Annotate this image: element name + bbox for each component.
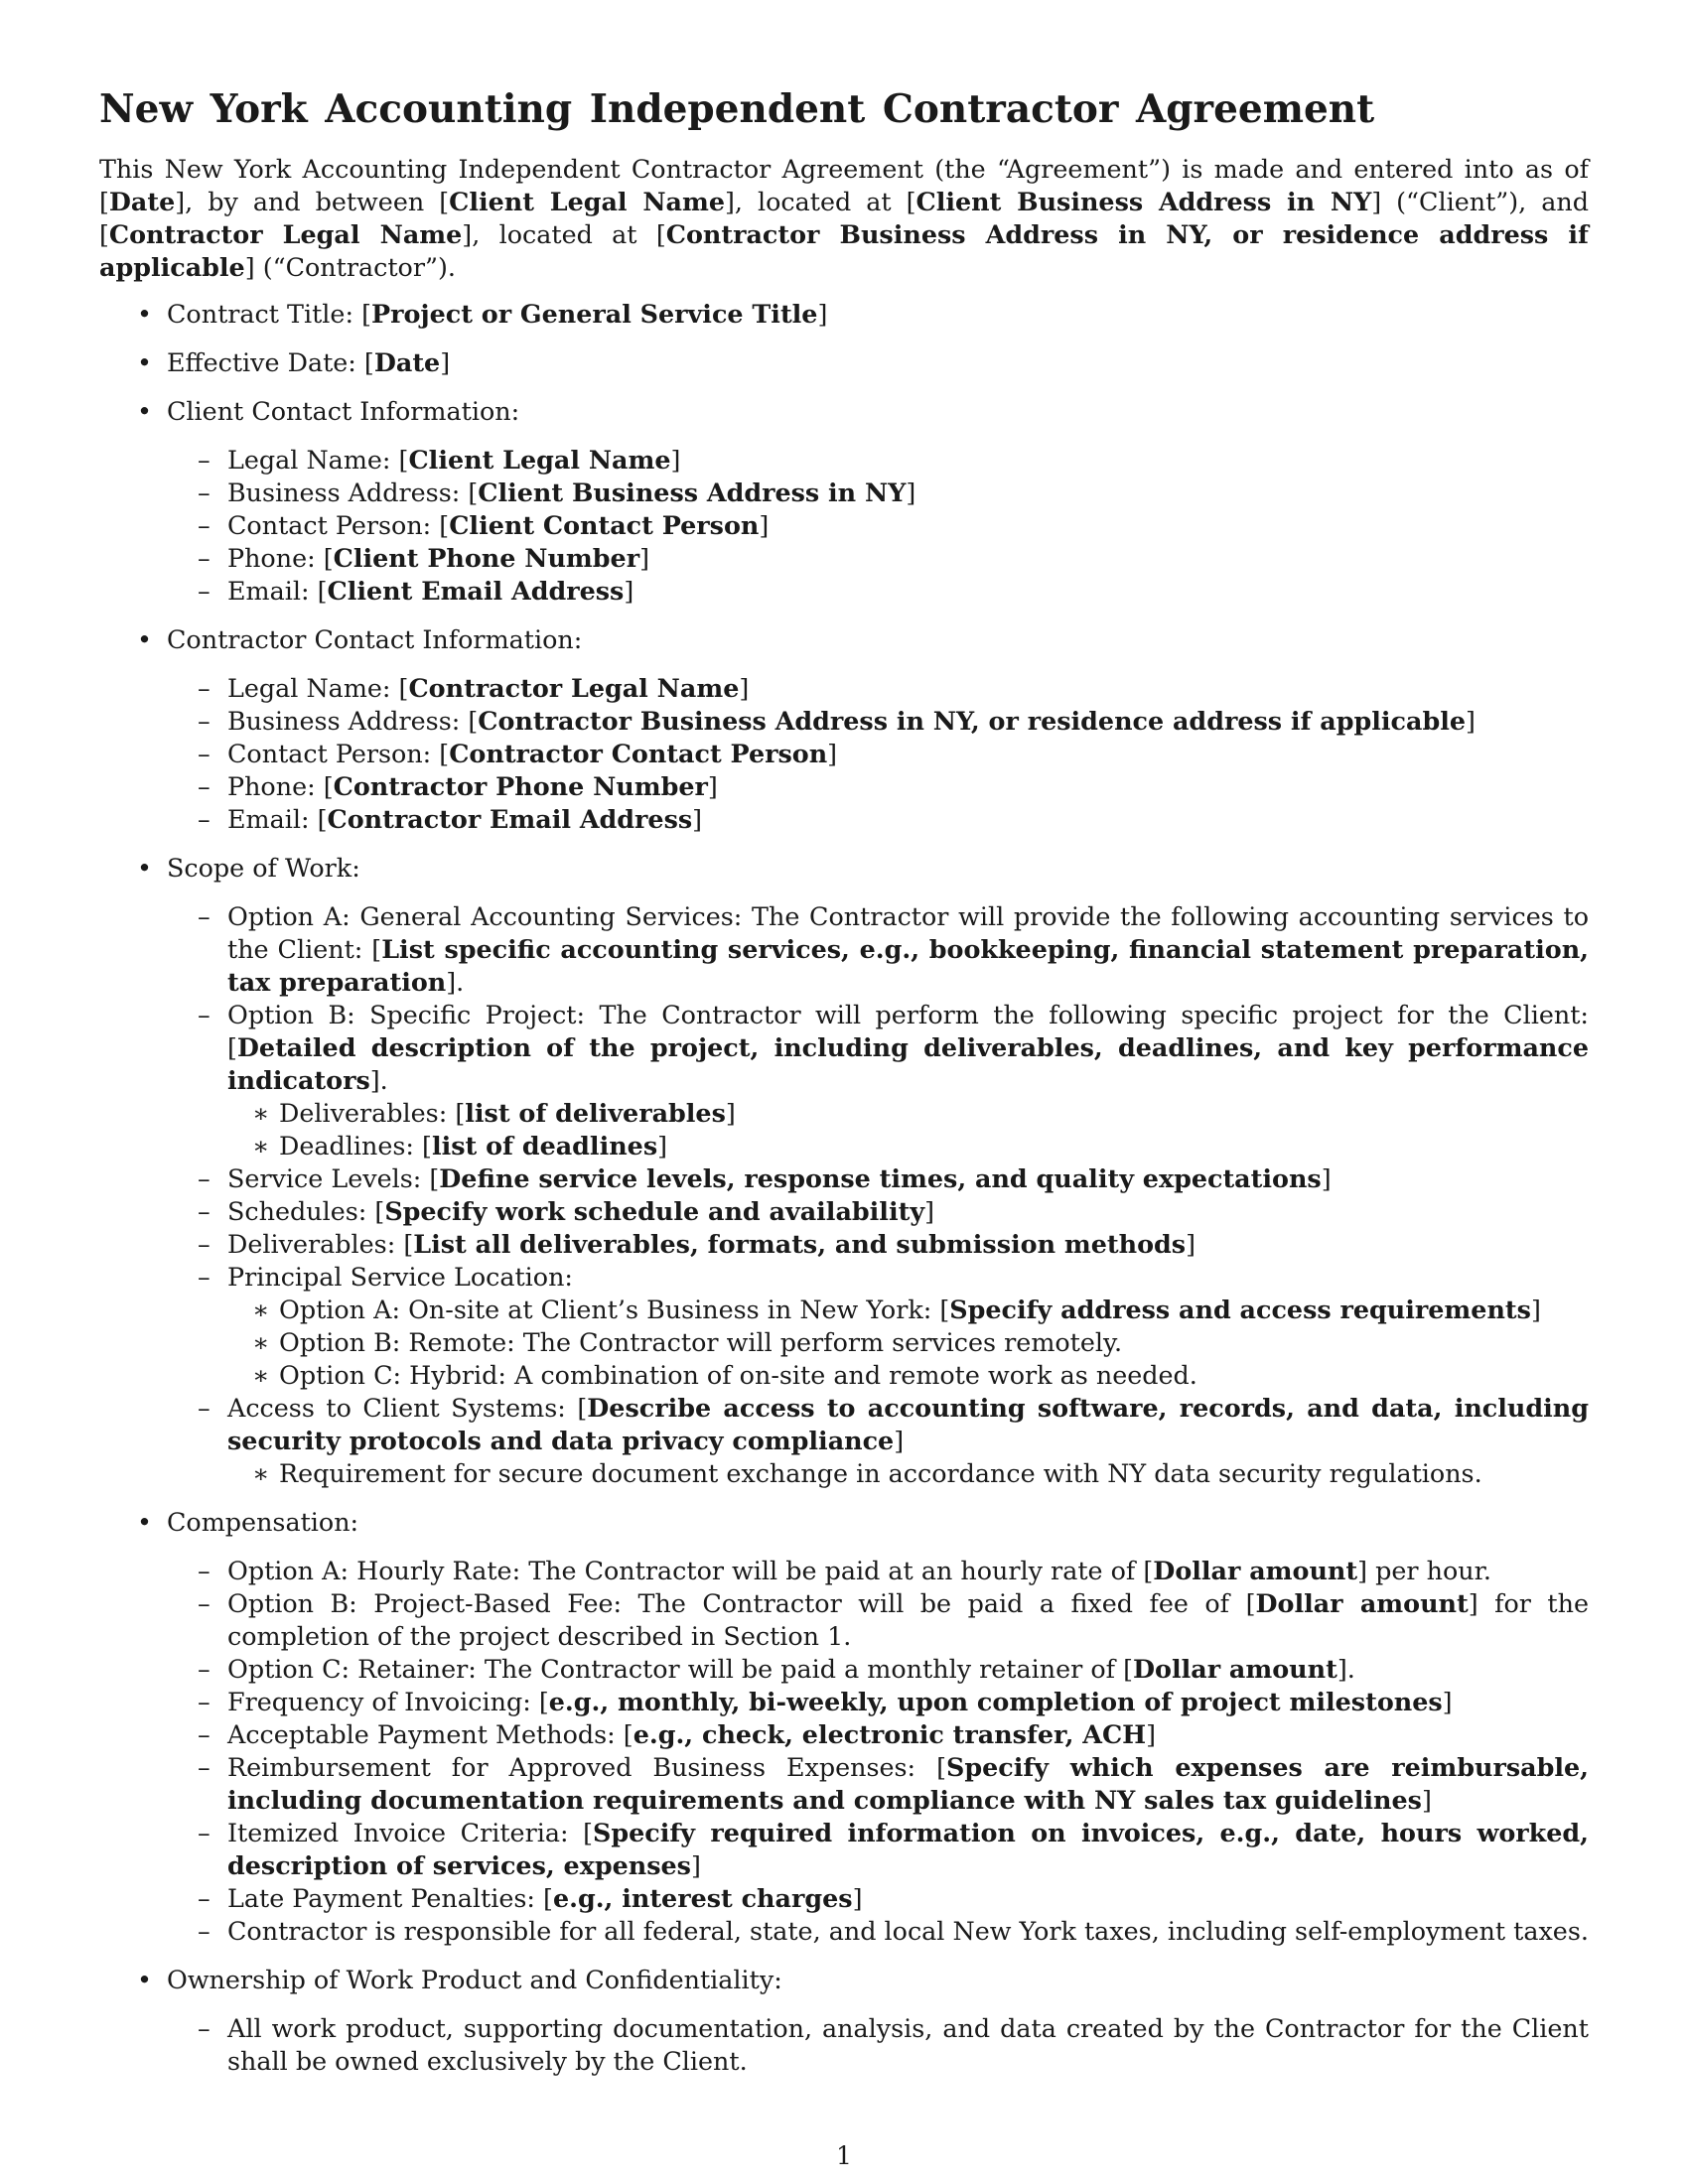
item-text [167,624,582,654]
item-text [227,1163,1332,1193]
nested-list [227,1097,1589,1162]
nested-list [227,1294,1589,1392]
item-text [227,1752,1589,1815]
sub-item [167,1915,1589,1948]
list-marker: – [198,1556,211,1585]
page-number: 1 [836,2141,852,2170]
intro-paragraph [99,153,1589,284]
item-text [227,1196,934,1226]
text-run: Option B: Specific Project: The Contractor will perform the following specific project for the Client: [ [227,1000,1589,1062]
document-page [99,85,1589,2094]
list-marker: – [198,478,211,507]
text-run: ] (“Client”), and [ [99,187,1589,249]
item-text [227,1687,1453,1716]
text-run: ] [639,543,649,573]
sub-item [167,1751,1589,1817]
list-marker: – [198,804,211,834]
text-run: Service Levels: [ [227,1163,440,1193]
text-run: ] [894,1426,905,1455]
nested-list [167,1555,1589,1948]
item-text [227,1588,1589,1651]
text-run: Compensation: [167,1507,359,1537]
list-marker: ∗ [252,1098,270,1128]
text-run: ] [906,478,916,507]
text-run: Contractor is responsible for all federal, state, and local New York taxes, including self-employment taxes. [227,1916,1589,1946]
text-run: Option A: On-site at Client’s Business in New York: [ [279,1295,950,1324]
nested-list [167,900,1589,1490]
placeholder-field: Client Legal Name [449,187,726,216]
text-run: ] [1530,1295,1541,1324]
text-run: ] [707,771,718,801]
text-run: ] [440,347,451,377]
text-run: Ownership of Work Product and Confidentiality: [167,1965,782,1994]
text-run: Deliverables: [ [279,1098,466,1128]
item-text [227,1719,1156,1749]
text-run: Scope of Work: [167,853,360,883]
item-text [227,673,749,703]
placeholder-field: list of deliverables [465,1098,726,1128]
section-item [99,623,1589,836]
placeholder-field: Contractor Phone Number [333,771,708,801]
list-marker: – [198,1163,211,1193]
sub-item [167,672,1589,705]
sub-item [167,1653,1589,1686]
text-run: Business Address: [ [227,478,479,507]
sub-item [167,444,1589,477]
placeholder-field: Describe access to accounting software, records, and data, including security protocols and data privacy compliance [227,1393,1589,1455]
sub-item [167,999,1589,1162]
item-text [167,853,360,883]
item-text [167,347,450,377]
sub-item [167,2012,1589,2078]
sub-item [167,1228,1589,1261]
item-text [167,396,519,426]
text-run: ] [1321,1163,1332,1193]
sub-item [167,803,1589,836]
text-run: ]. [1336,1654,1355,1684]
text-run: Contractor Contact Information: [167,624,583,654]
text-run: Frequency of Invoicing: [ [227,1687,549,1716]
sub-item [167,1587,1589,1653]
text-run: ] [657,1131,668,1160]
sub-item [167,575,1589,608]
placeholder-field: Client Contact Person [449,510,760,540]
list-marker: – [198,1818,211,1847]
text-run: Late Payment Penalties: [ [227,1883,553,1913]
placeholder-field: Specify which expenses are reimbursable, including documentation requirements and compliance with NY sales tax guidelines [227,1752,1589,1815]
placeholder-field: e.g., interest charges [552,1883,853,1913]
list-marker: – [198,1000,211,1029]
text-run: Itemized Invoice Criteria: [ [227,1818,594,1847]
list-marker: – [198,771,211,801]
text-run: Access to Client Systems: [ [227,1393,588,1423]
item-text [167,299,827,329]
sub-item [167,1195,1589,1228]
list-marker: • [137,299,152,329]
sub-item [167,1718,1589,1751]
item-text [227,543,649,573]
sub-item [167,738,1589,770]
item-text [227,739,837,768]
text-run: ] [1421,1785,1432,1815]
sub-item [167,509,1589,542]
list-marker: – [198,901,211,931]
placeholder-field: Specify work schedule and availability [384,1196,925,1226]
section-item [99,395,1589,608]
item-text [227,1818,1589,1880]
sub-sub-item [227,1097,1589,1130]
item-text [227,1229,1196,1259]
text-run: Requirement for secure document exchange in accordance with NY data security regulations. [279,1458,1482,1488]
sub-sub-item [227,1359,1589,1392]
placeholder-field: Specify address and access requirements [949,1295,1531,1324]
list-marker: • [137,1965,152,1994]
list-marker: ∗ [252,1131,270,1160]
text-run: Email: [ [227,804,328,834]
item-text [227,771,718,801]
sub-item [167,900,1589,999]
placeholder-field: Project or General Service Title [370,299,818,329]
section-item [99,1964,1589,2078]
text-run: All work product, supporting documentation, analysis, and data created by the Contractor for the Client shall be owned exclusively by the Client. [227,2013,1589,2076]
list-marker: – [198,445,211,475]
item-text [227,445,680,475]
item-text [227,576,633,606]
item-text [227,1654,1355,1684]
list-marker: – [198,1752,211,1782]
sub-item [167,770,1589,803]
text-run: Legal Name: [ [227,673,409,703]
text-run: ] [1442,1687,1453,1716]
sub-item [167,542,1589,575]
text-run: Contact Person: [ [227,739,450,768]
placeholder-field: Contractor Legal Name [108,219,463,249]
list-marker: – [198,673,211,703]
section-item [99,298,1589,331]
placeholder-field: Contractor Business Address in NY, or residence address if applicable [478,706,1467,736]
text-run: Contract Title: [ [167,299,371,329]
list-marker: – [198,1262,211,1292]
text-run: ] [739,673,750,703]
nested-list [167,444,1589,608]
text-run: This New York Accounting Independent Contractor Agreement (the “Agreement”) is made and entered into as of [ [99,154,1589,216]
text-run: ]. [446,967,465,997]
list-marker: – [198,1393,211,1423]
text-run: Principal Service Location: [227,1262,573,1292]
list-marker: ∗ [252,1327,270,1357]
item-text [279,1327,1122,1357]
sub-item [167,1686,1589,1718]
text-run: Email: [ [227,576,328,606]
placeholder-field: Date [108,187,176,216]
text-run: ]. [369,1065,388,1095]
list-marker: • [137,853,152,883]
text-run: Option B: Project-Based Fee: The Contractor will be paid a fixed fee of [ [227,1588,1256,1618]
sub-item [167,1555,1589,1587]
text-run: ] [759,510,770,540]
text-run: Phone: [ [227,771,334,801]
item-text [279,1098,736,1128]
text-run: Option C: Hybrid: A combination of on-site and remote work as needed. [279,1360,1197,1390]
sub-item [167,1261,1589,1392]
placeholder-field: Dollar amount [1133,1654,1337,1684]
list-marker: – [198,576,211,606]
text-run: ] [827,739,838,768]
sub-item [167,705,1589,738]
text-run: ] per hour. [1357,1556,1491,1585]
text-run: ] [924,1196,934,1226]
list-marker: – [198,543,211,573]
document-title: New York Accounting Independent Contractor Agreement [99,86,1375,132]
text-run: Option A: Hourly Rate: The Contractor will be paid at an hourly rate of [ [227,1556,1154,1585]
list-marker: – [198,1916,211,1946]
text-run: ] [1186,1229,1196,1259]
placeholder-field: e.g., check, electronic transfer, ACH [633,1719,1147,1749]
text-run: Acceptable Payment Methods: [ [227,1719,633,1749]
text-run: ], located at [ [462,219,666,249]
item-text [227,804,702,834]
section-item [99,1506,1589,1948]
list-marker: – [198,2013,211,2043]
placeholder-field: Client Phone Number [333,543,640,573]
list-marker: • [137,396,152,426]
text-run: ], by and between [ [175,187,450,216]
placeholder-field: Contractor Business Address in NY, or residence address if applicable [99,219,1589,282]
text-run: Option A: General Accounting Services: The Contractor will provide the following accounting services to the Client: [ [227,901,1589,964]
list-marker: – [198,1196,211,1226]
item-text [227,706,1476,736]
placeholder-field: Contractor Contact Person [449,739,828,768]
placeholder-field: Client Business Address in NY [478,478,907,507]
text-run: Deliverables: [ [227,1229,414,1259]
item-text [227,1916,1589,1946]
item-text [279,1131,667,1160]
text-run: Option C: Retainer: The Contractor will be paid a monthly retainer of [ [227,1654,1133,1684]
text-run: ] [670,445,681,475]
placeholder-field: list of deadlines [431,1131,658,1160]
list-marker: – [198,1654,211,1684]
item-text [227,1883,862,1913]
placeholder-field: Date [373,347,441,377]
text-run: ] [1466,706,1476,736]
list-marker: – [198,1883,211,1913]
item-text [227,901,1589,997]
placeholder-field: Dollar amount [1255,1588,1469,1618]
text-run: Deadlines: [ [279,1131,432,1160]
text-run: ], located at [ [725,187,916,216]
placeholder-field: Client Legal Name [408,445,671,475]
sub-sub-item [227,1130,1589,1162]
section-item [99,852,1589,1490]
sub-sub-item [227,1326,1589,1359]
text-run: ] [725,1098,736,1128]
sub-item [167,1817,1589,1882]
text-run: Effective Date: [ [167,347,374,377]
item-text [227,510,769,540]
list-marker: ∗ [252,1360,270,1390]
list-marker: ∗ [252,1295,270,1324]
item-text [167,1507,358,1537]
placeholder-field: Client Business Address in NY [915,187,1372,216]
text-run: ] for the completion of the project described in Section 1. [227,1588,1590,1651]
list-marker: – [198,706,211,736]
text-run: Business Address: [ [227,706,479,736]
item-text [279,1360,1197,1390]
placeholder-field: Dollar amount [1153,1556,1358,1585]
text-run: Reimbursement for Approved Business Expenses: [ [227,1752,946,1782]
list-marker: • [137,1507,152,1537]
placeholder-field: Contractor Legal Name [408,673,740,703]
text-run: Phone: [ [227,543,334,573]
placeholder-field: Contractor Email Address [327,804,693,834]
sub-sub-item [227,1457,1589,1490]
text-run: ] [852,1883,863,1913]
list-marker: – [198,510,211,540]
sub-sub-item [227,1294,1589,1326]
placeholder-field: Define service levels, response times, and quality expectations [439,1163,1322,1193]
text-run: Schedules: [ [227,1196,385,1226]
placeholder-field: Client Email Address [327,576,625,606]
nested-list [227,1457,1589,1490]
text-run: ] [817,299,828,329]
item-text [227,1262,573,1292]
text-run: ] [1146,1719,1157,1749]
list-marker: – [198,1719,211,1749]
list-marker: • [137,624,152,654]
sub-item [167,1882,1589,1915]
placeholder-field: Detailed description of the project, including deliverables, deadlines, and key performance indicators [227,1032,1589,1095]
item-text [227,1000,1589,1095]
text-run: ] (“Contractor”). [244,252,456,282]
sub-item [167,477,1589,509]
nested-list [167,672,1589,836]
list-marker: – [198,1588,211,1618]
item-text [279,1458,1482,1488]
list-marker: • [137,347,152,377]
text-run: Option B: Remote: The Contractor will perform services remotely. [279,1327,1123,1357]
section-item [99,346,1589,379]
placeholder-field: Specify required information on invoices, e.g., date, hours worked, description of services, expenses [227,1818,1589,1880]
item-text [279,1295,1541,1324]
nested-list [167,2012,1589,2078]
agreement-sections [99,298,1589,2078]
item-text [227,1393,1589,1455]
list-marker: – [198,1229,211,1259]
text-run: Client Contact Information: [167,396,520,426]
list-marker: – [198,739,211,768]
item-text [227,2013,1589,2076]
text-run: Legal Name: [ [227,445,409,475]
placeholder-field: List specific accounting services, e.g., bookkeeping, financial statement preparation, tax preparation [227,934,1589,997]
text-run: Contact Person: [ [227,510,450,540]
item-text [167,1965,782,1994]
sub-item [167,1162,1589,1195]
text-run: ] [692,804,703,834]
text-run: ] [624,576,634,606]
item-text [227,1556,1491,1585]
list-marker: ∗ [252,1458,270,1488]
text-run: ] [690,1850,701,1880]
item-text [227,478,915,507]
placeholder-field: List all deliverables, formats, and submission methods [413,1229,1187,1259]
list-marker: – [198,1687,211,1716]
placeholder-field: e.g., monthly, bi-weekly, upon completion of project milestones [548,1687,1443,1716]
sub-item [167,1392,1589,1490]
